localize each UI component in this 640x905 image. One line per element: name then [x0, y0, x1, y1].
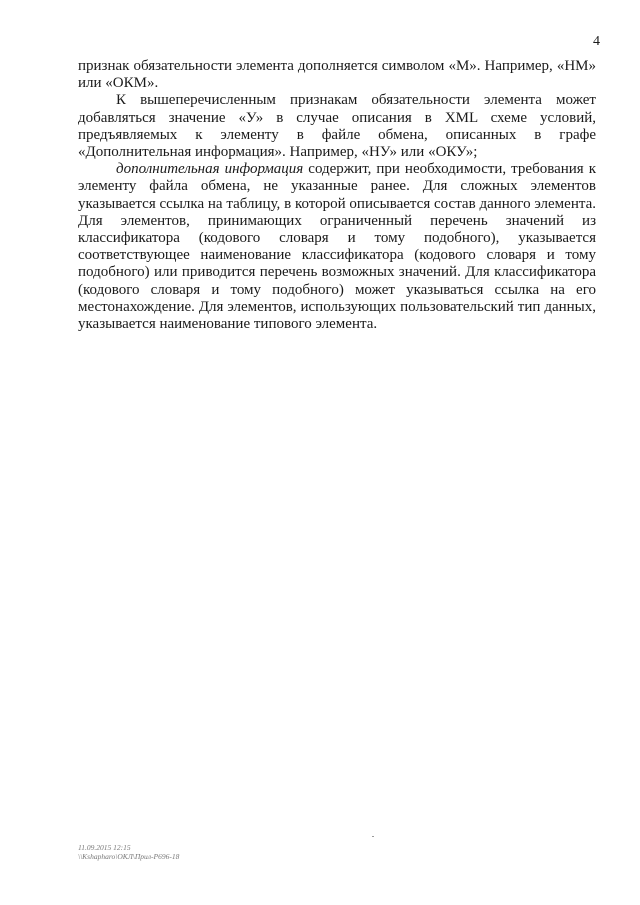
page-number: 4	[593, 34, 600, 49]
document-body	[78, 58, 596, 333]
footer-stamp	[78, 843, 179, 861]
term-additional-info: дополнительная информация	[116, 161, 304, 178]
paragraph-additional-info	[78, 161, 596, 333]
footer-timestamp: 11.09.2015 12:15	[78, 843, 131, 852]
paragraph-condition-flag: К вышеперечисленным признакам обязательности элемента может добавляться значение «У» в случае описания в XML схеме условий, предъявляемых к элементу в файле обмена, описанных в графе «Дополнительная информация». Например, «НУ» или «ОКУ»;	[78, 92, 596, 161]
paragraph-mandatory-flag: признак обязательности элемента дополняется символом «М». Например, «НМ» или «ОКМ».	[78, 58, 596, 92]
scan-speck	[372, 836, 374, 837]
footer-file-path: \\Kshapharo\ОКЛ\Прил-Р696-18	[78, 852, 180, 861]
additional-info-description: содержит, при необходимости, требования к элементу файла обмена, не указанные ранее. Для сложных элементов указывается ссылка на таблицу, в которой описывается состав данного элемента. Для элементов, принимающих ограниченный перечень значений из классификатора (кодового словаря и тому подобного), указывается соответствующее наименование классификатора (кодового словаря и тому подобного) или приводится перечень возможных значений. Для классификатора (кодового словаря и тому подобного) может указываться ссылка на его местонахождение. Для элементов, использующих пользовательский тип данных, указывается наименование типового элемента.	[78, 161, 596, 333]
